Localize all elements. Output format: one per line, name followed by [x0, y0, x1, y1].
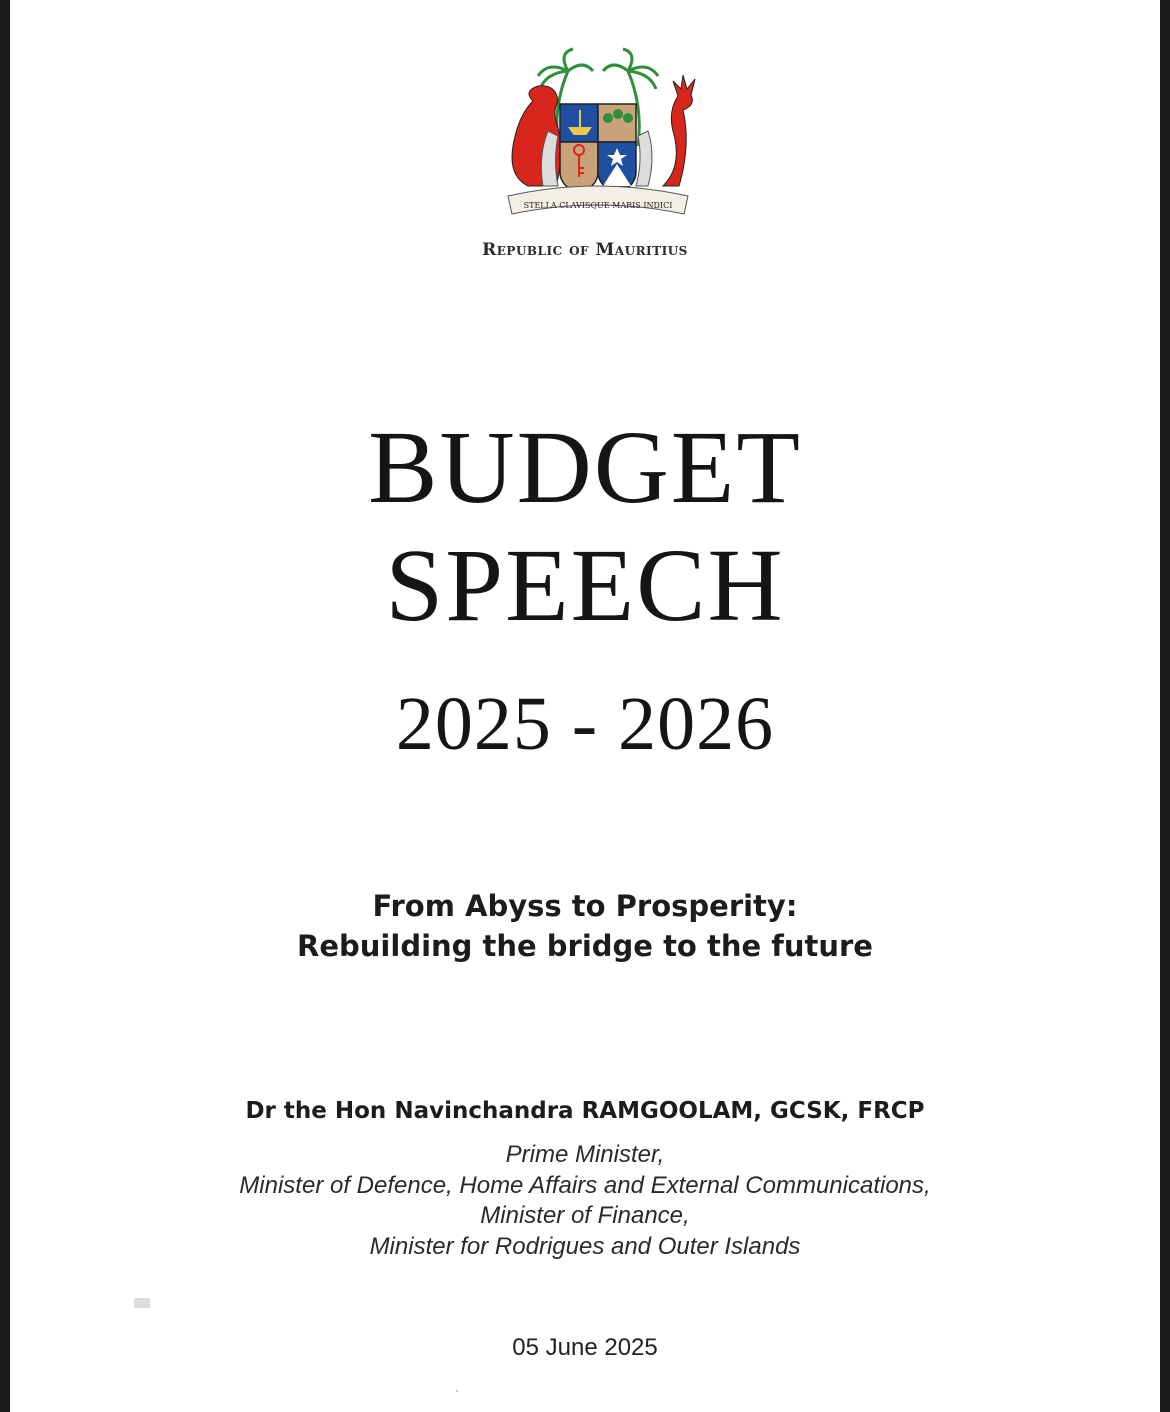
svg-text:STELLA CLAVISQUE MARIS INDICI: STELLA CLAVISQUE MARIS INDICI — [523, 201, 673, 210]
coat-of-arms-emblem — [488, 46, 708, 226]
subtitle-line-2: Rebuilding the bridge to the future — [297, 929, 873, 963]
role-line: Minister of Finance, — [480, 1202, 690, 1229]
subtitle-line-1: From Abyss to Prosperity: — [372, 889, 798, 923]
scan-speck — [134, 1298, 150, 1308]
role-line: Minister of Defence, Home Affairs and External Communications, — [239, 1171, 931, 1199]
speech-subtitle — [10, 886, 1160, 966]
role-line: Minister for Rodrigues and Outer Islands — [369, 1232, 801, 1260]
scan-speck — [456, 1390, 458, 1392]
document-page — [10, 0, 1160, 1412]
role-line: Prime Minister, — [505, 1141, 665, 1168]
title-line-budget: BUDGET — [368, 410, 802, 525]
coat-of-arms-icon — [488, 46, 708, 226]
author-name: Dr the Hon Navinchandra RAMGOOLAM, GCSK, FRCP — [245, 1098, 925, 1124]
speech-date: 05 June 2025 — [512, 1334, 658, 1361]
author-roles — [10, 1140, 1160, 1262]
title-line-speech: SPEECH — [385, 528, 785, 643]
republic-of-mauritius-heading: Republic of Mauritius — [482, 240, 688, 260]
fiscal-year: 2025 - 2026 — [395, 682, 775, 766]
